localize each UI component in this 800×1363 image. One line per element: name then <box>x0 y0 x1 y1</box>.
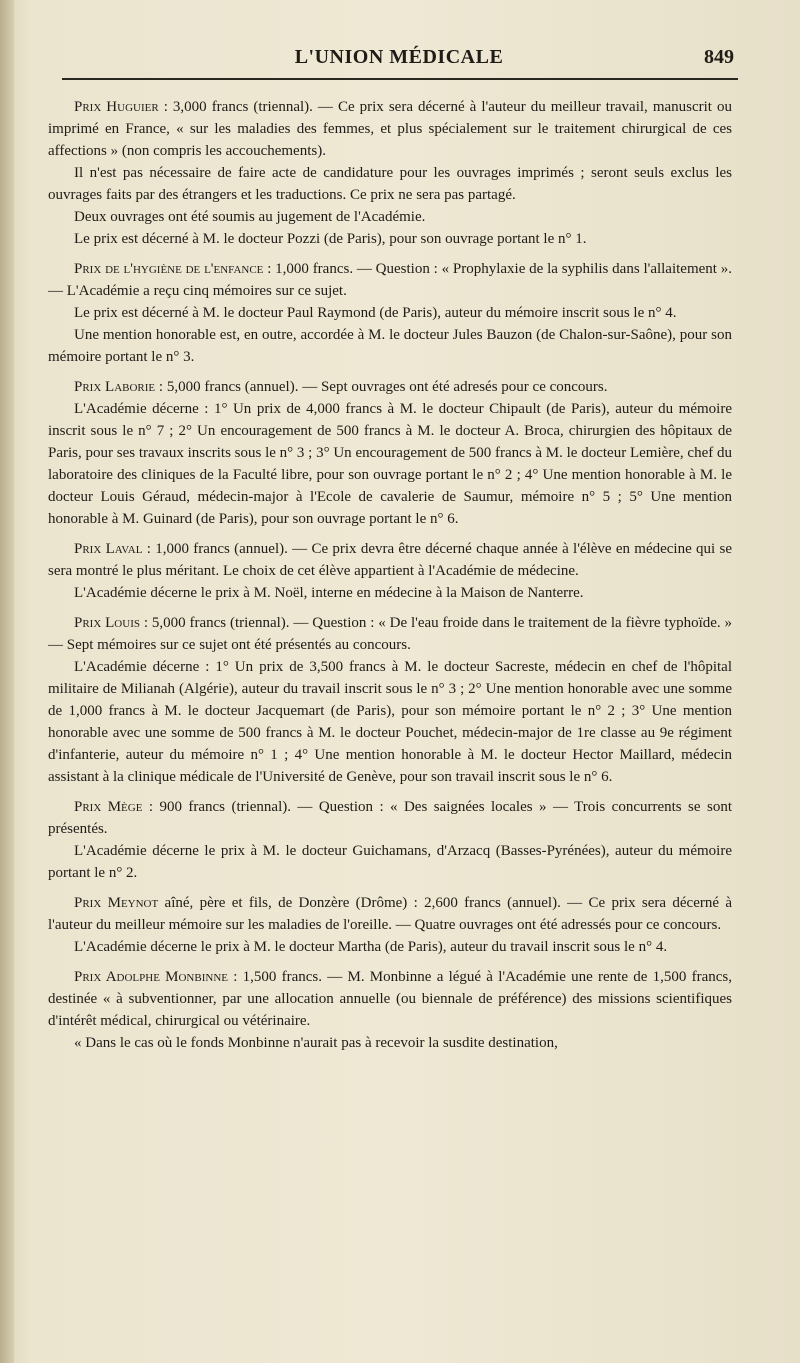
paragraph: Le prix est décerné à M. le docteur Pozzi (de Paris), pour son ouvrage portant le n° 1. <box>74 231 587 247</box>
paragraph: L'Académie décerne le prix à M. le docteur Guichamans, d'Arzacq (Basses-Pyrénées), auteur du mémoire portant le n° 2. <box>48 843 732 881</box>
paragraph: Une mention honorable est, en outre, accordée à M. le docteur Jules Bauzon (de Chalon-sur-Saône), pour son mémoire portant le n° 3. <box>48 327 732 365</box>
paragraph: L'Académie décerne : 1° Un prix de 3,500 francs à M. le docteur Sacreste, médecin en chef de l'hôpital militaire de Milianah (Algérie), auteur du travail inscrit sous le n° 3 ; 2° Une mention honorable avec une somme de 1,000 francs à M. le docteur Jacquemart (de Paris), pour son mémoire portant le n° 2 ; 3° Une mention honorable avec une somme de 500 francs à M. le docteur Pouchet, médecin-major de 1re classe au 9e régiment d'infanterie, auteur du mémoire n° 1 ; 4° Une mention honorable à M. le docteur Hector Maillard, médecin assistant à la clinique médicale de l'Université de Genève, pour son travail inscrit sous le n° 6. <box>48 659 732 785</box>
prize-mege-intro: Prix Mège : 900 francs (triennal). — Question : « Des saignées locales » — Trois concurrents se sont présentés. <box>48 799 732 837</box>
prize-hygiene-enfance-intro: Prix de l'hygiène de l'enfance : 1,000 francs. — Question : « Prophylaxie de la syphilis dans l'allaitement ». — L'Académie a reçu cinq mémoires sur ce sujet. <box>48 261 732 299</box>
prize-name: Prix Adolphe Monbinne <box>74 969 228 985</box>
page-gutter-shadow <box>0 0 14 1363</box>
prize-name: Prix Huguier <box>74 99 159 115</box>
prize-name: Prix Meynot <box>74 895 159 911</box>
page-number: 849 <box>704 46 734 68</box>
paragraph: Deux ouvrages ont été soumis au jugement de l'Académie. <box>74 209 426 225</box>
prize-louis-intro: Prix Louis : 5,000 francs (triennal). — Question : « De l'eau froide dans le traitement de la fièvre typhoïde. » — Sept mémoires sur ce sujet ont été présentés au concours. <box>48 615 732 653</box>
paragraph: L'Académie décerne le prix à M. le docteur Martha (de Paris), auteur du travail inscrit sous le n° 4. <box>74 939 668 955</box>
prize-name: Prix Mège <box>74 799 143 815</box>
prize-monbinne-intro: Prix Adolphe Monbinne : 1,500 francs. — M. Monbinne a légué à l'Académie une rente de 1,500 francs, destinée « à subventionner, par une allocation annuelle (ou biennale de préférence) des missions scientifiques d'intérêt médical, chirurgical ou vétérinaire. <box>48 969 732 1029</box>
paragraph: Le prix est décerné à M. le docteur Paul Raymond (de Paris), auteur du mémoire inscrit sous le n° 4. <box>74 305 677 321</box>
prize-laborie-intro: Prix Laborie : 5,000 francs (annuel). — Sept ouvrages ont été adresés pour ce concours. <box>74 379 608 395</box>
prize-name: Prix Laval <box>74 541 143 557</box>
prize-name: Prix Louis <box>74 615 140 631</box>
paragraph: L'Académie décerne : 1° Un prix de 4,000 francs à M. le docteur Chipault (de Paris), auteur du mémoire inscrit sous le n° 7 ; 2° Un encouragement de 500 francs à M. le docteur A. Broca, chirurgien des hôpitaux de Paris, pour ses travaux inscrits sous le n° 3 ; 3° Un encouragement de 500 francs à M. le docteur Lemière, chef du laboratoire des cliniques de la Faculté libre, pour son ouvrage portant le n° 2 ; 4° Une mention honorable à M. le docteur Louis Géraud, médecin-major à l'Ecole de cavalerie de Saumur, mémoire n° 5 ; 5° Une mention honorable à M. Guinard (de Paris), pour son ouvrage portant le n° 6. <box>48 401 732 527</box>
paragraph: Il n'est pas nécessaire de faire acte de candidature pour les ouvrages imprimés ; seront seuls exclus les ouvrages faits par des étrangers et les traductions. Ce prix ne sera pas partagé. <box>48 165 732 203</box>
prize-laval-intro: Prix Laval : 1,000 francs (annuel). — Ce prix devra être décerné chaque année à l'élève en médecine qui se sera montré le plus méritant. Le choix de cet élève appartient à l'Académie de médecine. <box>48 541 732 579</box>
running-title: L'UNION MÉDICALE <box>294 46 504 68</box>
prize-name: Prix de l'hygiène de l'enfance <box>74 261 264 277</box>
paragraph: « Dans le cas où le fonds Monbinne n'aurait pas à recevoir la susdite destination, <box>74 1035 558 1051</box>
prize-meynot-intro: Prix Meynot aîné, père et fils, de Donzère (Drôme) : 2,600 francs (annuel). — Ce prix sera décerné à l'auteur du meilleur mémoire sur les maladies de l'oreille. — Quatre ouvrages ont été adressés pour ce concours. <box>48 895 732 933</box>
prize-huguier-intro: Prix Huguier : 3,000 francs (triennal). — Ce prix sera décerné à l'auteur du meilleur travail, manuscrit ou imprimé en France, « sur les maladies des femmes, et plus spécialement sur le traitement chirurgical de ces affections » (non compris les accouchements). <box>48 99 732 159</box>
article-body <box>48 96 732 1054</box>
prize-name: Prix Laborie <box>74 379 156 395</box>
paragraph: L'Académie décerne le prix à M. Noël, interne en médecine à la Maison de Nanterre. <box>74 585 584 601</box>
header-rule <box>62 78 738 80</box>
page-header <box>58 46 740 72</box>
